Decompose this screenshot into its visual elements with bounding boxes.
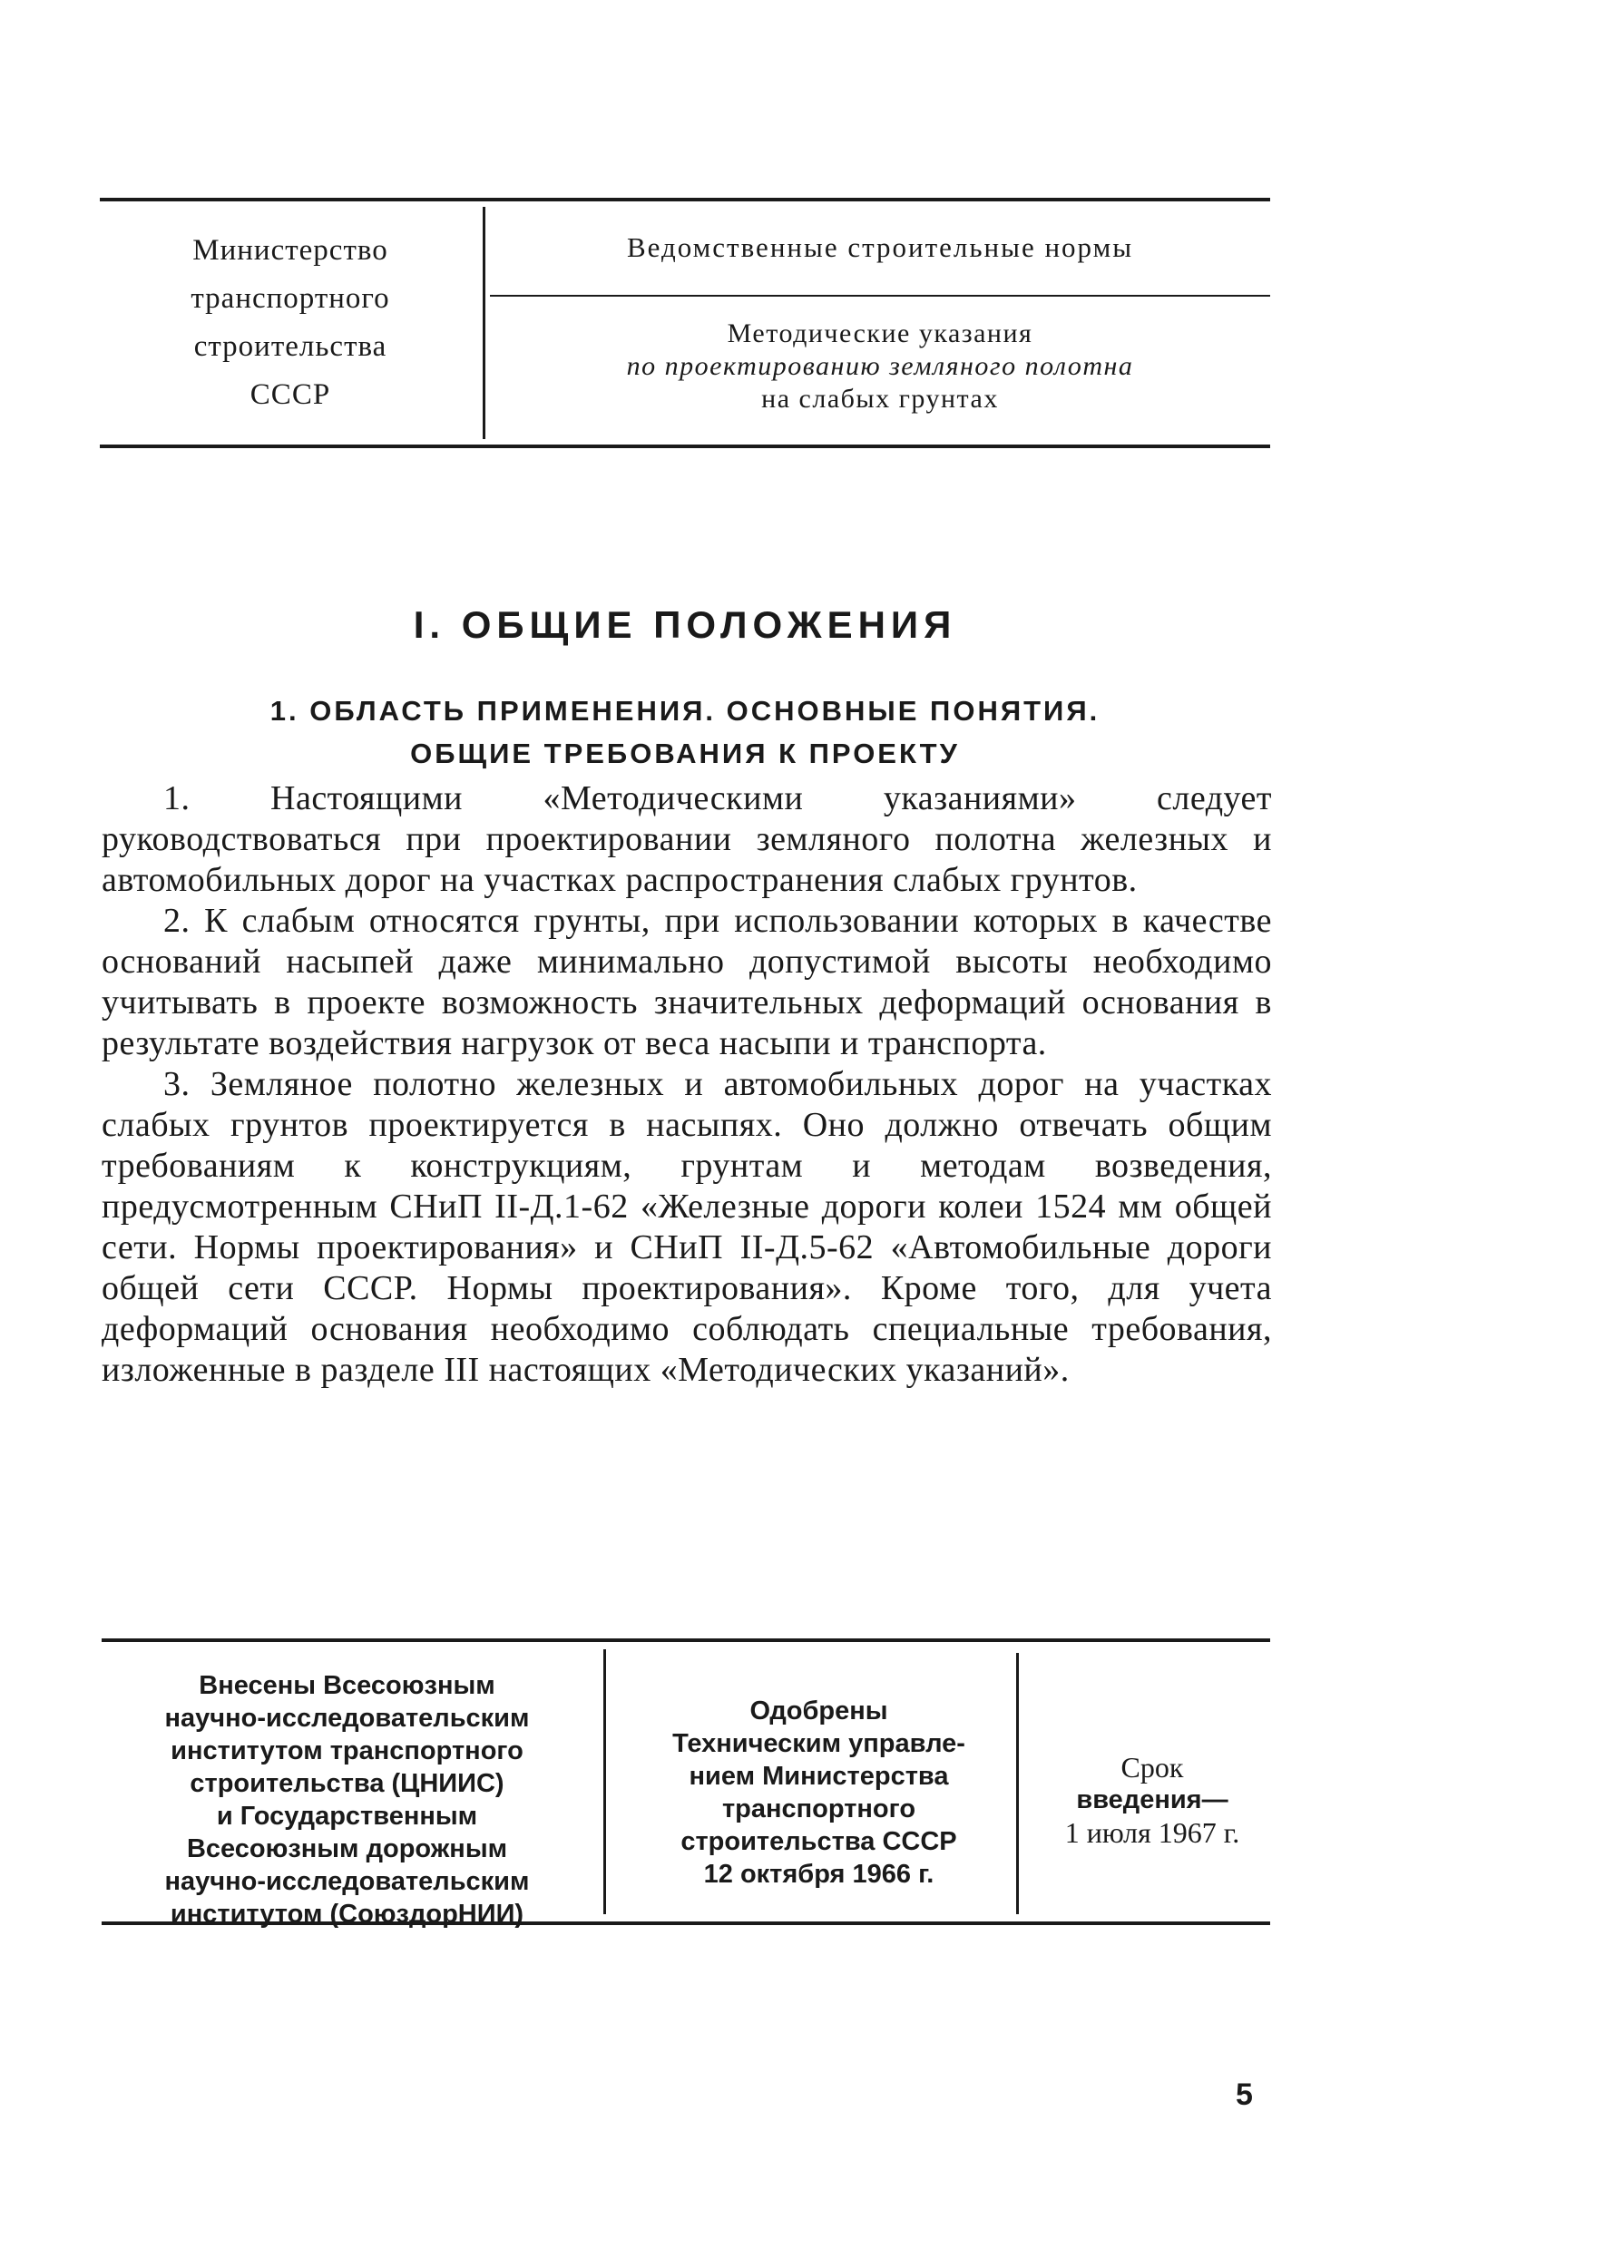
subsection-title xyxy=(100,689,1270,775)
approved-by xyxy=(612,1695,1025,1891)
section-title: I. ОБЩИЕ ПОЛОЖЕНИЯ xyxy=(413,603,957,646)
header-top-rule xyxy=(100,198,1270,201)
submitted-line: научно-исследовательским xyxy=(164,1704,530,1733)
footer-top-rule xyxy=(102,1638,1270,1642)
ministry-line-3: строительства xyxy=(193,330,387,363)
approved-line: 12 октября 1966 г. xyxy=(703,1860,934,1889)
submitted-line: Всесоюзным дорожным xyxy=(186,1834,508,1863)
ministry-name xyxy=(100,227,481,419)
effective-line: введения— xyxy=(1076,1785,1228,1814)
approved-line: Одобрены xyxy=(749,1696,888,1725)
submitted-line: Внесены Всесоюзным xyxy=(199,1671,495,1700)
ministry-line-1: Министерство xyxy=(192,234,388,267)
effective-line: Срок xyxy=(1120,1751,1184,1784)
submitted-line: институтом транспортного xyxy=(171,1736,523,1765)
header-bottom-rule xyxy=(100,445,1270,448)
ministry-line-2: транспортного xyxy=(191,282,390,315)
paragraph-2: 2. К слабым относятся грунты, при использовании которых в качестве оснований насыпей даже минимально допустимой высоты необходимо учитывать в проекте возможность значительных деформаций основания в результате воздействия нагрузок от веса насыпи и транспорта. xyxy=(102,902,1272,1062)
approved-line: транспортного xyxy=(721,1794,916,1823)
paragraph-1: 1. Настоящими «Методическими указаниями» следует руководствоваться при проектировании земляного полотна железных и автомобильных дорог на участках распространения слабых грунтов. xyxy=(102,779,1272,899)
norms-title: Ведомственные строительные нормы xyxy=(626,231,1134,263)
document-title-line-3: на слабых грунтах xyxy=(761,384,999,414)
submitted-line: научно-исследовательским xyxy=(164,1867,530,1896)
effective-date xyxy=(1025,1751,1279,1849)
document-title-line-1: Методические указания xyxy=(727,318,1033,348)
submitted-line: строительства (ЦНИИС) xyxy=(190,1769,504,1798)
page-number: 5 xyxy=(1236,2077,1253,2112)
paragraph-3: 3. Земляное полотно железных и автомобильных дорог на участках слабых грунтов проектируется в насыпях. Оно должно отвечать общим требованиям к конструкциям, грунтам и методам возведения, предусмотренным СНиП II-Д.1-62 «Железные дороги колеи 1524 мм общей сети. Нормы проектирования» и СНиП II-Д.5-62 «Автомобильные дороги общей сети СССР. Нормы проектирования». Кроме того, для учета деформаций основания необходимо соблюдать специальные требования, изложенные в разделе III настоящих «Методических указаний». xyxy=(102,1065,1272,1389)
footer-vertical-rule-1 xyxy=(603,1649,606,1914)
subsection-title-line-2: ОБЩИЕ ТРЕБОВАНИЯ К ПРОЕКТУ xyxy=(410,738,960,769)
document-title-line-2: по проектированию земляного полотна xyxy=(626,351,1134,381)
effective-line: 1 июля 1967 г. xyxy=(1064,1816,1240,1849)
submitted-line: институтом (СоюздорНИИ) xyxy=(170,1900,524,1929)
subsection-title-line-1: 1. ОБЛАСТЬ ПРИМЕНЕНИЯ. ОСНОВНЫЕ ПОНЯТИЯ. xyxy=(269,695,1101,727)
approved-line: Техническим управле- xyxy=(672,1729,965,1758)
submitted-line: и Государственным xyxy=(216,1802,478,1831)
document-title xyxy=(490,318,1270,415)
header-vertical-rule xyxy=(483,207,485,439)
submitted-by xyxy=(100,1669,594,1931)
ministry-line-4: СССР xyxy=(249,378,331,411)
header-mid-rule xyxy=(490,295,1270,297)
approved-line: нием Министерства xyxy=(689,1762,949,1791)
body-text xyxy=(102,778,1272,1391)
approved-line: строительства СССР xyxy=(680,1827,957,1856)
